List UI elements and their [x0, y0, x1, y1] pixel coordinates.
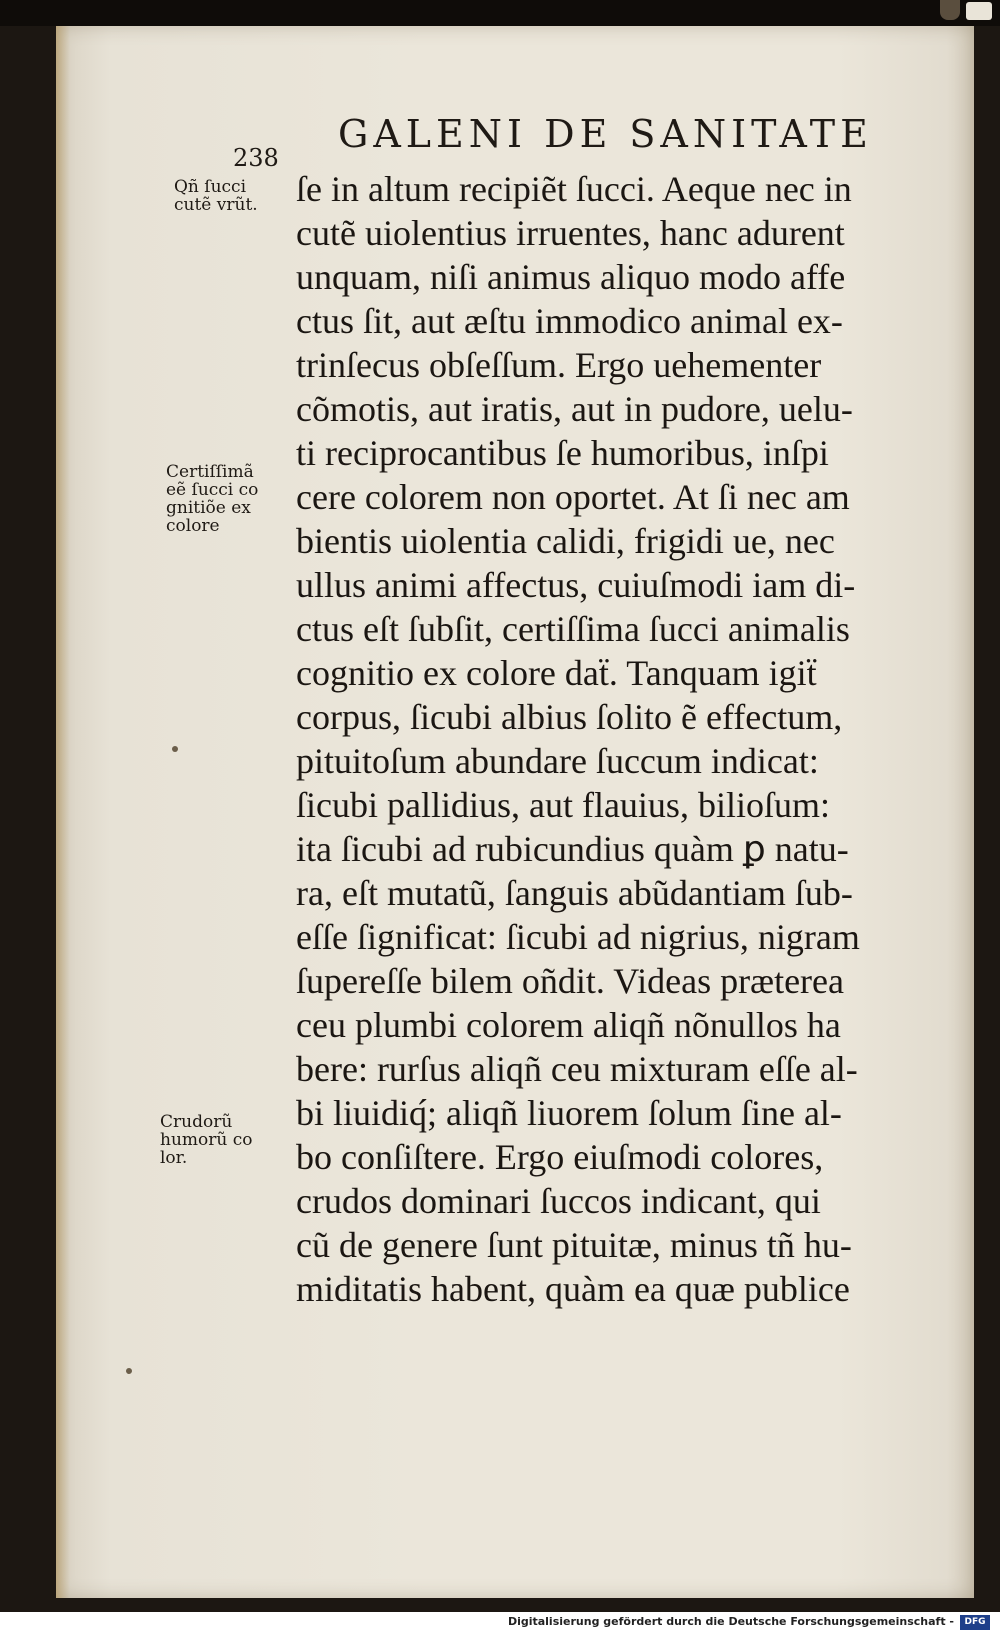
paper-speck: [126, 1368, 132, 1374]
text-line: ſe in altum recipiẽt ſucci. Aeque nec in: [296, 169, 852, 209]
text-line: corpus, ſicubi albius ſolito ẽ effectum,: [296, 697, 843, 737]
text-line: eſſe ſignificat: ſicubi ad nigrius, nigram: [296, 917, 860, 957]
marginal-note: Crudorũ humorũ co lor.: [160, 1112, 253, 1168]
text-line: cũ de genere ſunt pituitæ, minus tñ hu-: [296, 1225, 852, 1265]
dfg-logo: DFG: [960, 1615, 990, 1630]
text-line: cognitio ex colore daẗ. Tanquam igiẗ: [296, 653, 817, 693]
running-title: GALENI DE SANITATE: [338, 112, 873, 156]
gutter-shadow: [56, 26, 70, 1598]
marginal-note: Qñ ſucci cutẽ vrũt.: [174, 177, 258, 215]
text-line: ctus ſit, aut æſtu immodico animal ex-: [296, 301, 843, 341]
text-line: ita ſicubi ad rubicundius quàm ꝑ natu-: [296, 829, 849, 869]
text-line: crudos dominari ſuccos indicant, qui: [296, 1181, 821, 1221]
page-number: 238: [233, 144, 279, 172]
text-line: pituitoſum abundare ſuccum indicat:: [296, 741, 819, 781]
text-line: ctus eſt ſubſit, certiſſima ſucci animalis: [296, 609, 850, 649]
footer-bar: [0, 1612, 1000, 1635]
text-line: trinſecus obſeſſum. Ergo uehementer: [296, 345, 822, 385]
marginal-note: Certiſſimã eẽ ſucci co gnitiõe ex colore: [166, 462, 259, 536]
text-line: bere: rurſus aliqñ ceu mixturam eſſe al-: [296, 1049, 858, 1089]
scan-top-edge: [0, 0, 1000, 26]
text-line: miditatis habent, quàm ea quæ publice: [296, 1269, 850, 1309]
text-line: unquam, niſi animus aliquo modo affe: [296, 257, 846, 297]
text-line: ra, eſt mutatũ, ſanguis abũdantiam ſub-: [296, 873, 853, 913]
binding-corner: [940, 0, 960, 20]
text-line: ceu plumbi colorem aliqñ nõnullos ha: [296, 1005, 841, 1045]
paper-speck: [172, 746, 178, 752]
text-line: ſupereſſe bilem oñdit. Videas præterea: [296, 961, 844, 1001]
paper-corner-fragment: [966, 2, 992, 20]
text-line: ullus animi affectus, cuiuſmodi iam di-: [296, 565, 856, 605]
funding-credit: Digitalisierung gefördert durch die Deutsche Forschungsgemeinschaft -: [507, 1615, 954, 1628]
text-line: bi liuidiq́; aliqñ liuorem ſolum ſine al-: [296, 1093, 842, 1133]
text-line: bientis uiolentia calidi, frigidi ue, nec: [296, 521, 835, 561]
text-line: ti reciprocantibus ſe humoribus, inſpi: [296, 433, 829, 473]
text-line: cere colorem non oportet. At ſi nec am: [296, 477, 850, 517]
text-line: cõmotis, aut iratis, aut in pudore, uelu-: [296, 389, 853, 429]
text-line: cutẽ uiolentius irruentes, hanc adurent: [296, 213, 845, 253]
text-line: ſicubi pallidius, aut flauius, bilioſum:: [296, 785, 830, 825]
book-page: [56, 26, 974, 1598]
text-line: bo conſiſtere. Ergo eiuſmodi colores,: [296, 1137, 824, 1177]
